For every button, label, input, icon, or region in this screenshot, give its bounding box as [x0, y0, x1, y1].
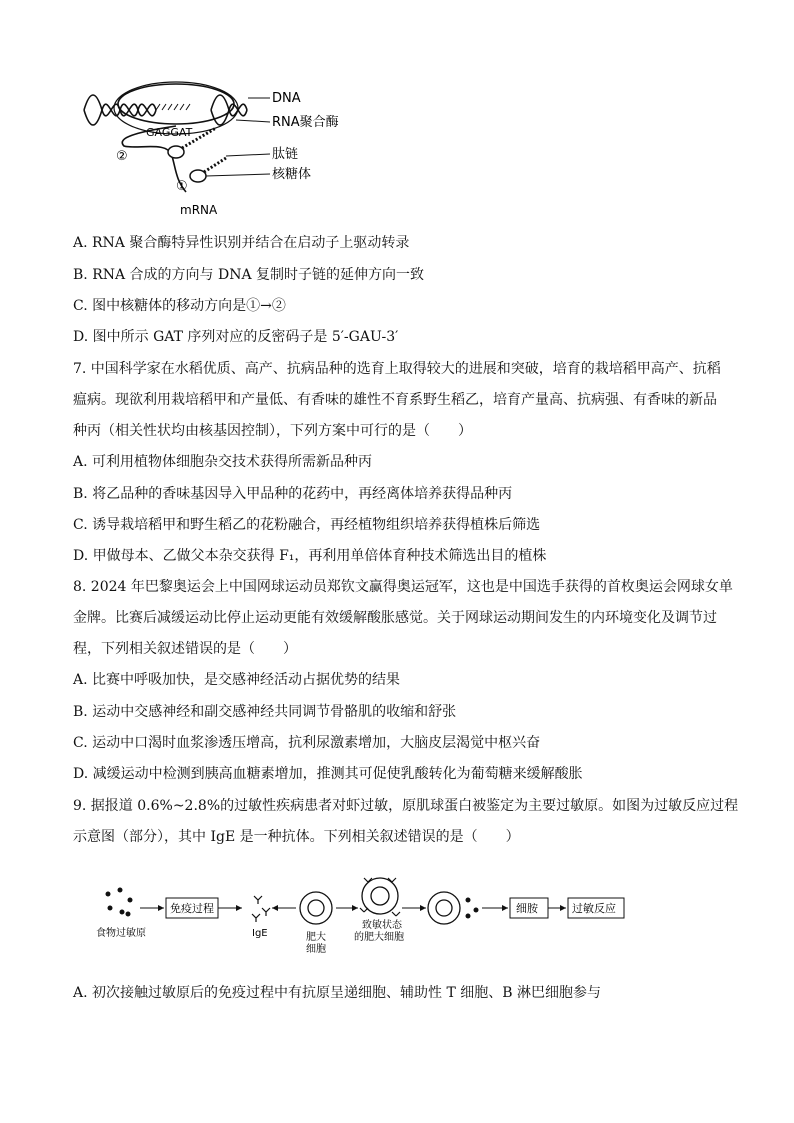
ribosome-lower — [190, 170, 206, 182]
peptide-label: 肽链 — [272, 147, 299, 162]
leader-peptide — [226, 154, 270, 156]
q7-option-a: A. 可利用植物体细胞杂交技术获得所需新品种丙 — [73, 454, 373, 470]
q8-stem-2: 金牌。比赛后减缓运动比停止运动更能有效缓解酸胀感觉。关于网球运动期间发生的内环境变化及调节过 — [73, 610, 717, 626]
ribosome-label: 核糖体 — [272, 167, 312, 182]
dna-strand-bottom — [84, 104, 156, 125]
q9-option-a: A. 初次接触过敏原后的免疫过程中有抗原呈递细胞、辅助性 T 细胞、B 淋巴细胞参与 — [73, 985, 601, 1001]
q6-option-d: D. 图中所示 GAT 序列对应的反密码子是 5′-GAU-3′ — [73, 329, 399, 345]
q8-option-c: C. 运动中口渴时血浆渗透压增高，抗利尿激素增加，大脑皮层渴觉中枢兴奋 — [73, 735, 541, 751]
leader-ribosome — [206, 174, 270, 176]
q6-option-b: B. RNA 合成的方向与 DNA 复制时子链的延伸方向一致 — [73, 267, 425, 283]
dna-label: DNA — [272, 91, 301, 106]
q7-option-c: C. 诱导栽培稻甲和野生稻乙的花粉融合，再经植物组织培养获得植株后筛选 — [73, 517, 541, 533]
ige-label: IgE — [252, 928, 268, 939]
rna-polymerase-label: RNA聚合酶 — [272, 115, 339, 130]
sequence-label: GAGGAT — [146, 126, 193, 139]
template-hatching — [156, 104, 190, 110]
degranulating-cell-icon — [428, 892, 460, 924]
mark-1: ① — [176, 179, 188, 194]
q7-stem-2: 瘟病。现欲利用栽培稻甲和产量低、有香味的雄性不育系野生稻乙，培育产量高、抗病强、有香味的新品 — [73, 392, 717, 408]
sensitized-label-1: 致敏状态 — [362, 920, 402, 931]
mrna-label: mRNA — [180, 203, 218, 217]
ige-antibody-icon — [252, 896, 270, 922]
q8-stem-1: 8. 2024 年巴黎奥运会上中国网球运动员郑钦文赢得奥运冠军，这也是中国选手获得的首枚奥运会网球女单 — [73, 579, 733, 595]
immune-process-label: 免疫过程 — [170, 902, 214, 915]
q9-stem-1: 9. 据报道 0.6%~2.8%的过敏性疾病患者对虾过敏，原肌球蛋白被鉴定为主要过敏原。如图为过敏反应过程 — [73, 798, 739, 814]
allergy-process-figure — [96, 868, 636, 958]
q6-option-c: C. 图中核糖体的移动方向是①→② — [73, 298, 286, 314]
q7-stem-1: 7. 中国科学家在水稻优质、高产、抗病品种的选育上取得较大的进展和突破，培育的栽培稻甲高产、抗稻 — [73, 361, 721, 377]
cell-swelling-label: 细胺 — [516, 902, 538, 915]
food-allergen-label: 食物过敏原 — [96, 928, 146, 939]
peptide-chain-lower — [204, 158, 226, 172]
q8-stem-3: 程，下列相关叙述错误的是（ ） — [73, 641, 297, 657]
q7-stem-3: 种丙（相关性状均由核基因控制），下列方案中可行的是（ ） — [73, 423, 472, 439]
transcription-translation-figure — [76, 80, 376, 220]
q7-option-d: D. 甲做母本、乙做父本杂交获得 F₁，再利用单倍体育种技术筛选出目的植株 — [73, 548, 547, 564]
q8-option-b: B. 运动中交感神经和副交感神经共同调节骨骼肌的收缩和舒张 — [73, 704, 457, 720]
leader-rna-polymerase — [236, 120, 270, 122]
mark-2: ② — [116, 149, 128, 164]
q6-option-a: A. RNA 聚合酶特异性识别并结合在启动子上驱动转录 — [73, 235, 410, 251]
mast-cell-label-1: 肥大 — [306, 932, 326, 943]
allergen-dots-icon — [106, 888, 133, 917]
sensitized-label-2: 的肥大细胞 — [354, 932, 404, 943]
mast-cell-icon — [300, 892, 332, 924]
q9-stem-2: 示意图（部分），其中 IgE 是一种抗体。下列相关叙述错误的是（ ） — [73, 829, 520, 845]
allergic-reaction-label: 过敏反应 — [572, 902, 616, 915]
q7-option-b: B. 将乙品种的香味基因导入甲品种的花药中，再经离体培养获得品种丙 — [73, 486, 513, 502]
q8-option-d: D. 减缓运动中检测到胰高血糖素增加，推测其可促使乳酸转化为葡萄糖来缓解酸胀 — [73, 766, 583, 782]
q8-option-a: A. 比赛中呼吸加快，是交感神经活动占据优势的结果 — [73, 672, 401, 688]
mast-cell-label-2: 细胞 — [306, 944, 326, 955]
ribosome-upper — [168, 146, 184, 158]
